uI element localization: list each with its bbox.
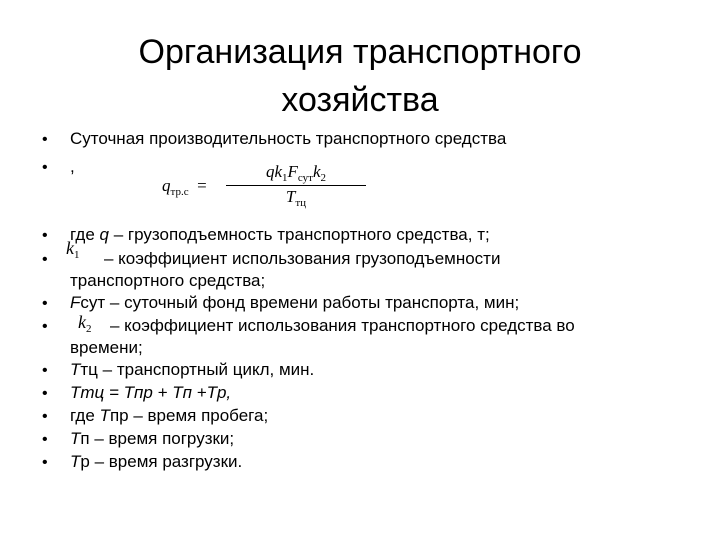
bullet-2: •: [42, 159, 48, 176]
item10-var: T: [70, 429, 81, 448]
item-daily-productivity: Суточная производительность транспортного средства: [70, 129, 507, 148]
bullet-5: •: [42, 295, 48, 312]
item9-sub: пр: [109, 406, 129, 425]
item-k2-definition: – коэффициент использования транспортного средства во: [110, 316, 575, 335]
k2-symbol: [78, 312, 92, 339]
formula-lhs-var: q: [162, 176, 171, 195]
item-tp-definition: [70, 428, 234, 450]
item5-rest: – суточный фонд времени работы транспорта, мин;: [105, 293, 520, 312]
item9-rest: – время пробега;: [128, 406, 269, 425]
item10-rest: – время погрузки;: [89, 429, 235, 448]
item-ttc-definition: [70, 359, 314, 381]
bullet-10: •: [42, 431, 48, 448]
bullet-11: •: [42, 454, 48, 471]
item3-prefix: где: [70, 225, 100, 244]
num-q: q: [265, 162, 275, 181]
k1-symbol-sub: 1: [74, 249, 80, 261]
formula-denominator: [226, 187, 366, 209]
item5-var: F: [70, 293, 81, 312]
item9-prefix: где: [70, 406, 100, 425]
formula-numerator: [226, 162, 366, 184]
item-k1-definition: – коэффициент использования грузоподъемности: [104, 249, 501, 268]
slide-title-line-1: Организация транспортного: [138, 33, 582, 71]
num-k1: k: [274, 162, 283, 181]
num-f: F: [287, 162, 298, 181]
slide-title: [0, 28, 720, 124]
item-ttc-equation: Tтц = Tпр + Tп +Tр,: [70, 383, 232, 402]
bullet-7: •: [42, 362, 48, 379]
item3-var: q: [99, 225, 110, 244]
num-k2-sub: 2: [320, 172, 327, 184]
item-k2-continuation: времени;: [70, 338, 143, 357]
item9-var: T: [99, 406, 110, 425]
item-tpr-definition: [70, 405, 268, 427]
bullet-4: •: [42, 251, 48, 268]
k1-symbol: [66, 238, 80, 265]
item-tr-definition: [70, 451, 242, 473]
num-k2: k: [312, 162, 321, 181]
formula-fraction: [226, 162, 366, 209]
item3-rest: – грузоподъемность транспортного средства, т;: [109, 225, 490, 244]
k1-symbol-letter: k: [66, 238, 74, 258]
item11-rest: – время разгрузки.: [89, 452, 243, 471]
den-t-sub: тц: [295, 197, 307, 209]
k2-symbol-sub: 2: [86, 323, 92, 335]
item10-sub: п: [80, 429, 90, 448]
item-k1-continuation: транспортного средства;: [70, 271, 266, 290]
bullet-3: •: [42, 227, 48, 244]
item-comma: ,: [70, 157, 75, 176]
formula-equals: =: [197, 176, 207, 195]
slide-title-line-2: хозяйства: [281, 81, 439, 119]
bullet-8: •: [42, 385, 48, 402]
item7-var: T: [70, 360, 81, 379]
item-fsut-definition: [70, 292, 519, 314]
bullet-9: •: [42, 408, 48, 425]
item7-rest: – транспортный цикл, мин.: [97, 360, 315, 379]
formula-lhs-sub: тр.с: [170, 186, 189, 198]
k2-symbol-letter: k: [78, 312, 86, 332]
num-f-sub: сут: [297, 172, 313, 184]
formula-lhs: [162, 176, 207, 198]
bullet-1: •: [42, 131, 48, 148]
item11-sub: р: [80, 452, 90, 471]
fraction-bar: [226, 185, 366, 186]
den-t: T: [285, 187, 296, 206]
bullet-6: •: [42, 318, 48, 335]
item11-var: T: [70, 452, 81, 471]
num-k1-sub: 1: [282, 172, 288, 184]
item5-sub: сут: [80, 293, 106, 312]
item7-sub: тц: [80, 360, 98, 379]
item-q-definition: [70, 224, 490, 246]
